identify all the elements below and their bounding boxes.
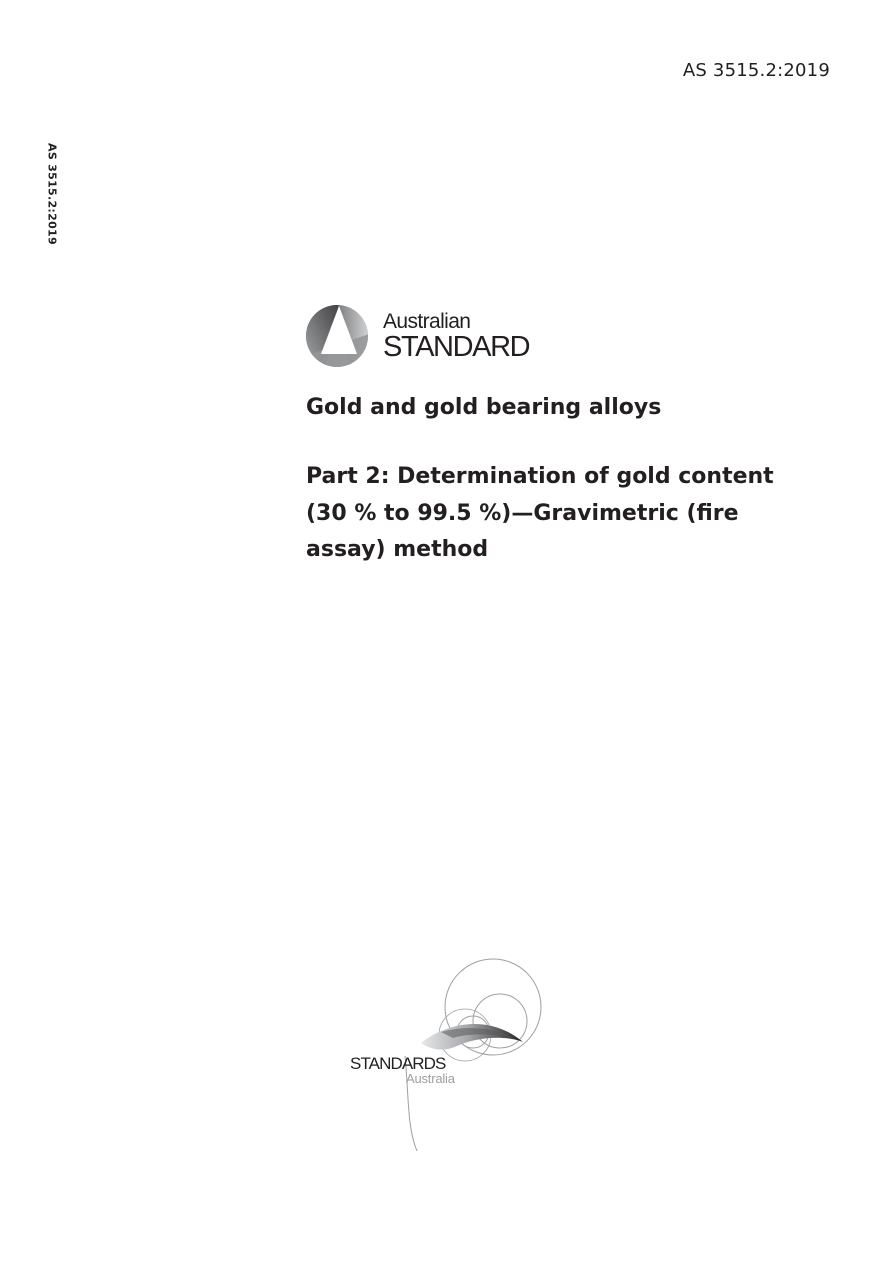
publisher-line-australia: Australia <box>406 1071 455 1086</box>
australian-standard-logo <box>305 303 529 369</box>
australian-standard-logo-icon <box>305 304 369 368</box>
brand-line-australian: Australian <box>383 309 471 333</box>
publisher-line-standards: STANDARDS <box>350 1054 446 1073</box>
document-title: Gold and gold bearing alloys <box>306 395 662 420</box>
spine-document-number: AS 3515.2:2019 <box>45 143 59 245</box>
australian-standard-wordmark <box>383 311 529 362</box>
brand-line-standard: STANDARD <box>383 330 530 363</box>
document-subtitle: Part 2: Determination of gold content (30 % to 99.5 %)—Gravimetric (fire assay) method <box>306 464 774 562</box>
standards-australia-logo <box>345 955 555 1155</box>
document-number: AS 3515.2:2019 <box>682 60 830 81</box>
